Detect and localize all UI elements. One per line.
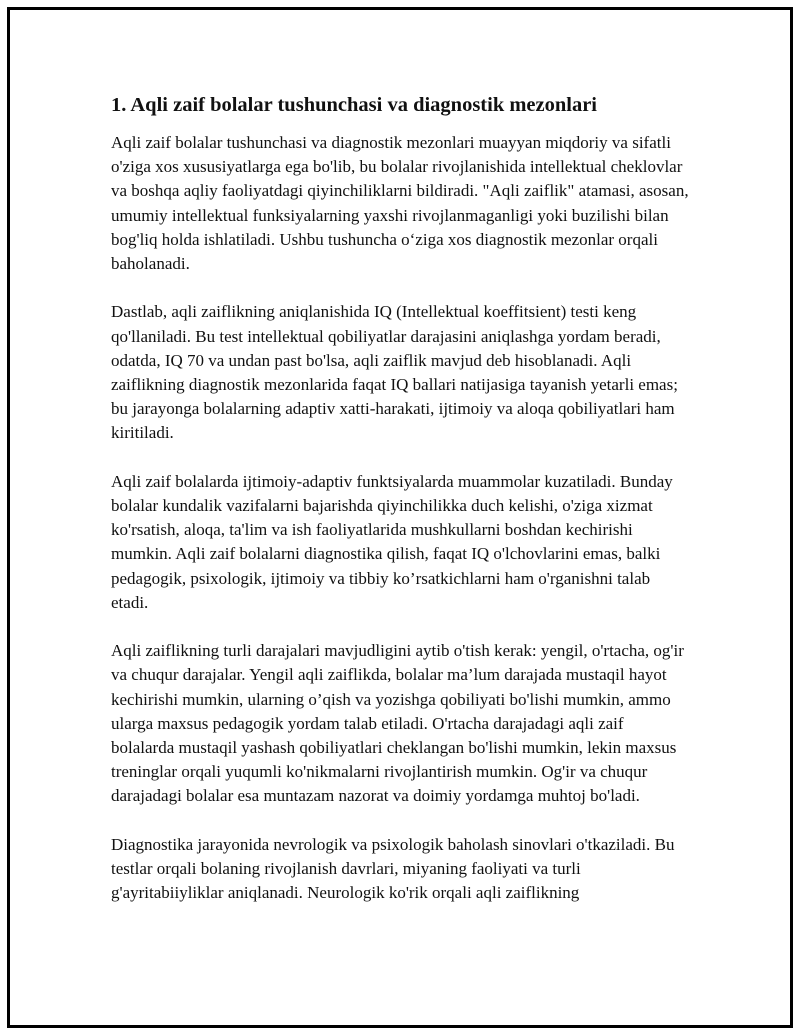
paragraph: Aqli zaiflikning turli darajalari mavjudligini aytib o'tish kerak: yengil, o'rtacha, og'ir va chuqur darajalar. Yengil aqli zaiflikda, bolalar ma’lum darajada mustaqil hayot kechirishi mumkin, ularning o’qish va yozishga qobiliyati bo'lishi mumkin, ammo ularga maxsus pedagogik yordam talab etiladi. O'rtacha darajadagi aqli zaif bolalarda mustaqil yashash qobiliyatlari cheklangan bo'lishi mumkin, lekin maxsus treninglar orqali yuqumli ko'nikmalarni rivojlantirish mumkin. Og'ir va chuqur darajadagi bolalar esa muntazam nazorat va doimiy yordamga muhtoj bo'ladi. xyxy=(111,641,684,806)
paragraph: Diagnostika jarayonida nevrologik va psixologik baholash sinovlari o'tkaziladi. Bu testlar orqali bolaning rivojlanish davrlari, miyaning faoliyati va turli g'ayritabiiyliklar aniqlanadi. Neurologik ko'rik orqali aqli zaiflikning xyxy=(111,834,675,903)
document-body xyxy=(111,92,691,905)
paragraph: Dastlab, aqli zaiflikning aniqlanishida IQ (Intellektual koeffitsient) testi keng qo'llaniladi. Bu test intellektual qobiliyatlar darajasini aniqlashga yordam beradi, odatda, IQ 70 va undan past bo'lsa, aqli zaiflik mavjud deb hisoblanadi. Aqli zaiflikning diagnostik mezonlarida faqat IQ ballari natijasiga tayanish yetarli emas; bu jarayonga bolalarning adaptiv xatti-harakati, ijtimoiy va aloqa qobiliyatlari ham kiritiladi. xyxy=(111,302,678,443)
paragraph: Aqli zaif bolalar tushunchasi va diagnostik mezonlari muayyan miqdoriy va sifatli o'ziga xos xususiyatlarga ega bo'lib, bu bolalar rivojlanishida intellektual cheklovlar va boshqa aqliy faoliyatdagi qiyinchiliklarni bildiradi. "Aqli zaiflik" atamasi, asosan, umumiy intellektual funksiyalarning yaxshi rivojlanmaganligi yoki buzilishi bilan bog'liq holda ishlatiladi. Ushbu tushuncha o‘ziga xos diagnostik mezonlar orqali baholanadi. xyxy=(111,133,689,274)
paragraph: Aqli zaif bolalarda ijtimoiy-adaptiv funktsiyalarda muammolar kuzatiladi. Bunday bolalar kundalik vazifalarni bajarishda qiyinchilikka duch kelishi, o'ziga xizmat ko'rsatish, aloqa, ta'lim va ish faoliyatlarida mushkullarni boshdan kechirishi mumkin. Aqli zaif bolalarni diagnostika qilish, faqat IQ o'lchovlarini emas, balki pedagogik, psixologik, ijtimoiy va tibbiy ko’rsatkichlarni ham o'rganishni talab etadi. xyxy=(111,471,673,612)
section-heading: 1. Aqli zaif bolalar tushunchasi va diagnostik mezonlari xyxy=(111,94,598,116)
